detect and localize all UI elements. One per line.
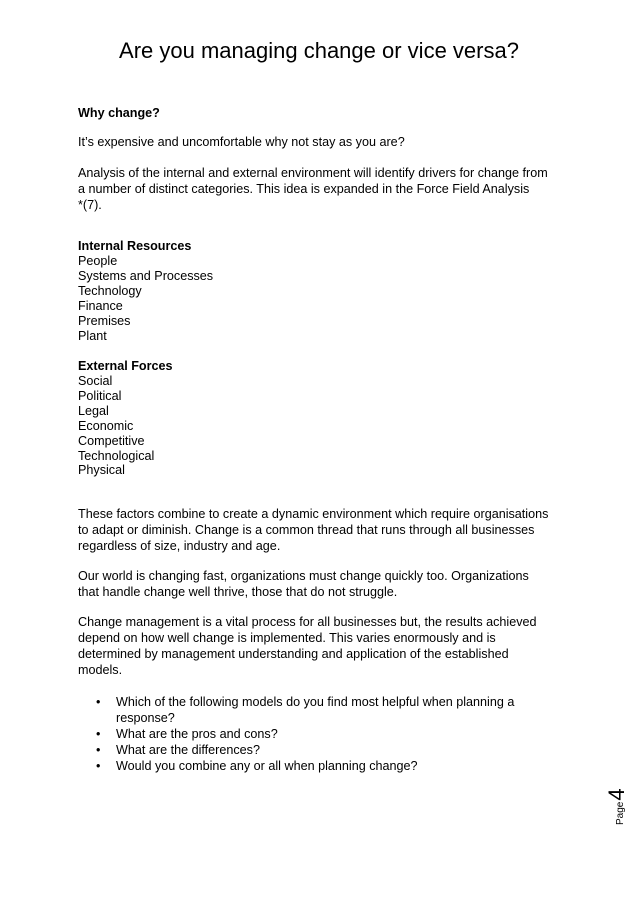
list-item: Physical (78, 463, 125, 478)
intro-paragraph: It’s expensive and uncomfortable why not stay as you are? (78, 135, 405, 149)
world-line-2: that handle change well thrive, those that do not struggle. (78, 585, 398, 599)
question-1-line-1: Which of the following models do you find most helpful when planning a (116, 695, 515, 709)
list-item (96, 742, 536, 758)
list-item (96, 726, 536, 742)
change-mgmt-line-4: models. (78, 663, 123, 677)
bullet-icon: • (96, 743, 101, 757)
list-item: Political (78, 388, 122, 403)
page-number-label (588, 785, 628, 825)
analysis-line-2: a number of distinct categories. This idea is expanded in the Force Field Analysis (78, 182, 530, 196)
analysis-line-1: Analysis of the internal and external environment will identify drivers for change from (78, 166, 548, 180)
list-item: Finance (78, 298, 123, 313)
page-word: Page (615, 801, 626, 825)
factors-line-1: These factors combine to create a dynamic environment which require organisations (78, 507, 549, 521)
why-change-heading: Why change? (78, 106, 160, 120)
bullet-icon: • (96, 759, 101, 773)
list-item: Technological (78, 448, 155, 463)
list-item (96, 758, 536, 774)
change-mgmt-line-2: depend on how well change is implemented. This varies enormously and is (78, 631, 496, 645)
questions-list (96, 694, 536, 774)
list-item: Legal (78, 403, 109, 418)
question-4: Would you combine any or all when planning change? (116, 759, 418, 773)
question-3: What are the differences? (116, 743, 260, 757)
factors-line-3: regardless of size, industry and age. (78, 539, 281, 553)
internal-resources-list (78, 254, 213, 343)
bullet-icon: • (96, 727, 101, 741)
analysis-line-3: *(7). (78, 198, 102, 212)
list-item: People (78, 254, 118, 268)
list-item: Plant (78, 328, 107, 343)
change-mgmt-line-3: determined by management understanding and application of the established (78, 647, 509, 661)
list-item: Technology (78, 283, 142, 298)
list-item: Systems and Processes (78, 268, 214, 283)
list-item: Premises (78, 313, 131, 328)
change-mgmt-line-1: Change management is a vital process for all businesses but, the results achieved (78, 615, 537, 629)
list-item: Economic (78, 418, 134, 433)
external-forces-list (78, 374, 154, 478)
world-line-1: Our world is changing fast, organizations must change quickly too. Organizations (78, 569, 529, 583)
list-item: Competitive (78, 433, 145, 448)
question-1-line-2: response? (116, 711, 175, 725)
list-item (96, 694, 536, 726)
factors-line-2: to adapt or diminish. Change is a common thread that runs through all businesses (78, 523, 535, 537)
bullet-icon: • (96, 695, 101, 709)
page-title: Are you managing change or vice versa? (119, 38, 519, 63)
page-number: 4 (604, 788, 629, 801)
internal-resources-heading: Internal Resources (78, 239, 192, 253)
external-forces-heading: External Forces (78, 359, 173, 373)
question-2: What are the pros and cons? (116, 727, 278, 741)
list-item: Social (78, 374, 113, 388)
